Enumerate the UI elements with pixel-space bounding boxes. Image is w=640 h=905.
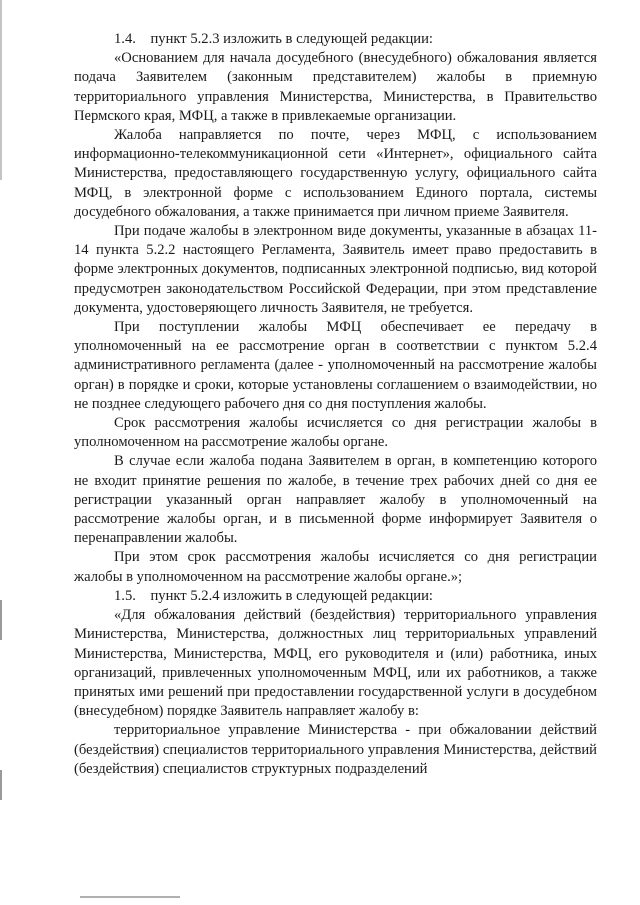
- document-page: [74, 30, 597, 779]
- paragraph-review-period: Срок рассмотрения жалобы исчисляется со дня регистрации жалобы в уполномоченном на рассмотрение жалобы органе.: [74, 415, 597, 451]
- left-scan-mark: [0, 600, 2, 640]
- paragraph-mfc-transfer: При поступлении жалобы МФЦ обеспечивает ее передачу в уполномоченный на ее рассмотрение орган в соответствии с пунктом 5.2.4 административного регламента (далее - уполномоченный на рассмотрение жалобы орган) в порядке и сроки, которые установлены соглашением о взаимодействии, но не позднее следующего рабочего дня со дня поступления жалобы.: [74, 319, 597, 412]
- paragraph-review-period-redirected: При этом срок рассмотрения жалобы исчисляется со дня регистрации жалобы в уполномоченном на рассмотрение жалобы органе.»;: [74, 549, 597, 585]
- paragraph-electronic-submission: При подаче жалобы в электронном виде документы, указанные в абзацах 11-14 пункта 5.2.2 настоящего Регламента, Заявитель имеет право предоставить в форме электронных документов, подписанных электронной подписью, вид которой предусмотрен законодательством Российской Федерации, при этом представление документа, удостоверяющего личность Заявителя, не требуется.: [74, 223, 597, 316]
- item-1-5-heading: 1.5. пункт 5.2.4 изложить в следующей редакции:: [114, 587, 433, 604]
- paragraph-redirection: В случае если жалоба подана Заявителем в орган, в компетенцию которого не входит принятие решения по жалобе, в течение трех рабочих дней со дня ее регистрации указанный орган направляет жалобу в уполномоченный на рассмотрение жалобы орган, и в письменной форме информирует Заявителя о перенаправлении жалобы.: [74, 453, 597, 547]
- left-scan-edge: [0, 0, 2, 180]
- left-scan-mark-lower: [0, 770, 2, 800]
- item-1-4-heading: 1.4. пункт 5.2.3 изложить в следующей редакции:: [114, 31, 433, 47]
- bottom-scan-mark: [80, 896, 180, 898]
- paragraph-complaint-submission: Жалоба направляется по почте, через МФЦ, с использованием информационно-телекоммуникационной сети «Интернет», официального сайта Министерства, предоставляющего государственную услугу, официального сайта МФЦ, в электронной форме с использованием Единого портала, системы досудебного обжалования, а также принимается при личном приеме Заявителя.: [74, 127, 597, 220]
- paragraph-territorial-office: территориальное управление Министерства - при обжаловании действий (бездействия) специалистов территориального управления Министерства, действий (бездействия) специалистов структурных подразделений: [74, 722, 597, 777]
- paragraph-basis-for-appeal: «Основанием для начала досудебного (внесудебного) обжалования является подача Заявителем (законным представителем) жалобы в приемную территориального управления Министерства, Министерства, в Правительство Пермского края, МФЦ, а также в привлекаемые организации.: [74, 50, 597, 124]
- paragraph-appeal-recipients: «Для обжалования действий (бездействия) территориального управления Министерства, Министерства, должностных лиц территориальных управлений Министерства, Министерства, МФЦ, его руководителя и (или) работника, иных организаций, привлеченных уполномоченным МФЦ, или их работников, а также принятых ими решений при предоставлении государственной услуги в досудебном (внесудебном) порядке Заявитель направляет жалобу в:: [74, 607, 597, 720]
